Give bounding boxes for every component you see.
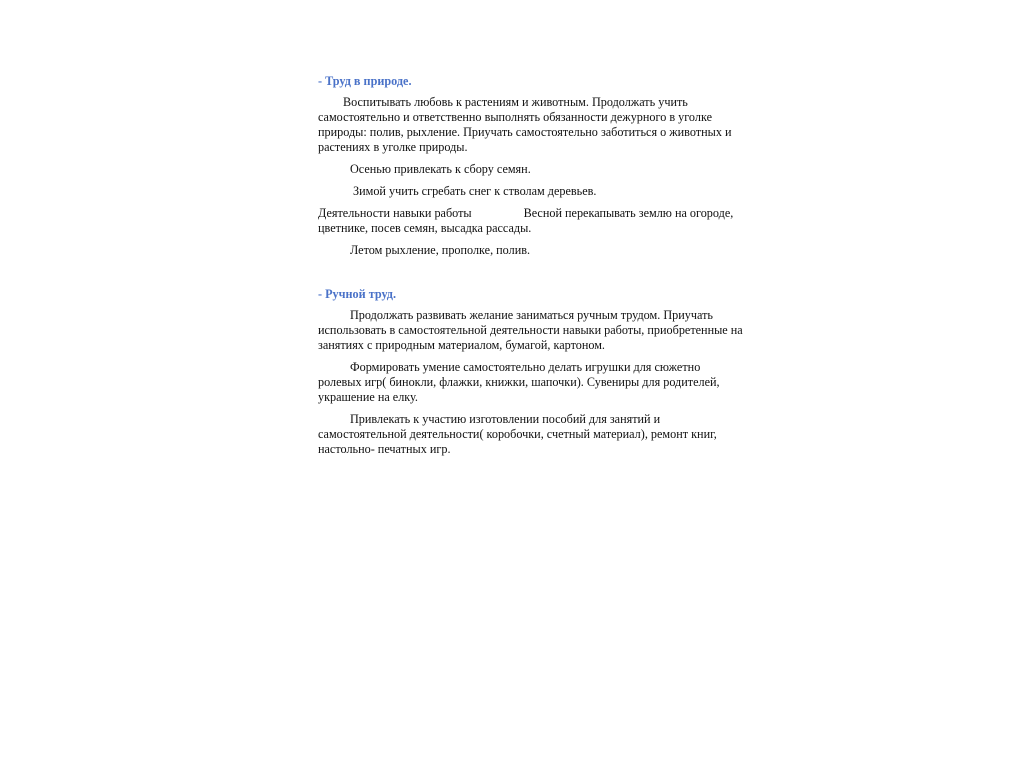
paragraph-nature-summer: Летом рыхление, прополке, полив. bbox=[350, 243, 531, 257]
paragraph-manual-1: Продолжать развивать желание заниматься ручным трудом. Приучать использовать в самостоятельной деятельности навыки работы, приобретенные на занятиях с природным материалом, бумагой, картоном. bbox=[318, 308, 743, 352]
section-heading-manual-work: - Ручной труд. bbox=[318, 287, 396, 301]
paragraph-nature-spring bbox=[318, 206, 746, 236]
paragraph-nature-autumn: Осенью привлекать к сбору семян. bbox=[350, 162, 531, 176]
paragraph-nature-1: Воспитывать любовь к растениям и животным. Продолжать учить самостоятельно и ответственно выполнять обязанности дежурного в уголке природы: полив, рыхление. Приучать самостоятельно заботиться о животных и растениях в уголке природы. bbox=[318, 95, 732, 154]
paragraph-nature-winter: Зимой учить сгребать снег к стволам деревьев. bbox=[353, 184, 597, 198]
spring-left-fragment: Деятельности навыки работы bbox=[318, 206, 472, 220]
document-content bbox=[318, 74, 746, 464]
section-heading-nature-work: - Труд в природе. bbox=[318, 74, 412, 88]
spring-right-fragment: Весной перекапывать землю на огороде, цветнике, посев семян, высадка рассады. bbox=[318, 206, 734, 235]
section-gap bbox=[318, 265, 746, 287]
paragraph-manual-3: Привлекать к участию изготовлении пособий для занятий и самостоятельной деятельности( коробочки, счетный материал), ремонт книг, настольно- печатных игр. bbox=[318, 412, 717, 456]
paragraph-manual-2: Формировать умение самостоятельно делать игрушки для сюжетно ролевых игр( бинокли, флажки, книжки, шапочки). Сувениры для родителей, украшение на елку. bbox=[318, 360, 720, 404]
